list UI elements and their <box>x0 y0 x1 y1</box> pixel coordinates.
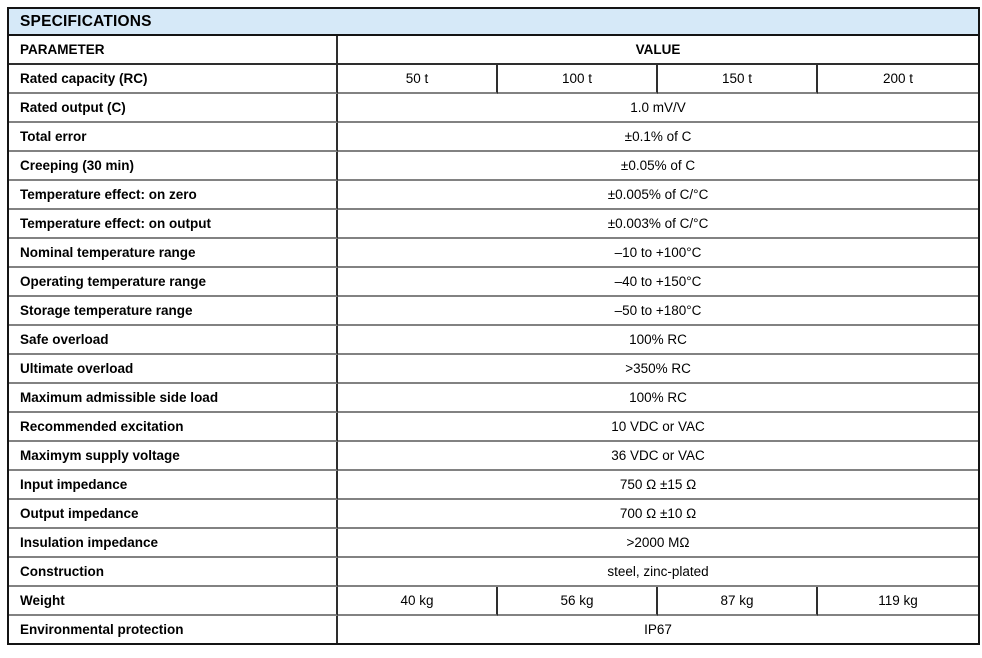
header-row <box>9 36 978 65</box>
parameter-cell: Maximum admissible side load <box>9 384 338 413</box>
parameter-cell: Storage temperature range <box>9 297 338 326</box>
table-row-rated-capacity <box>9 65 978 94</box>
table-row-insulation-impedance <box>9 529 978 558</box>
specifications-table <box>7 7 980 645</box>
table-row-input-impedance <box>9 471 978 500</box>
value-cell: 150 t <box>658 65 818 94</box>
parameter-cell: Environmental protection <box>9 616 338 643</box>
value-cell: 100% RC <box>338 326 978 355</box>
parameter-cell: Total error <box>9 123 338 152</box>
table-row-creeping <box>9 152 978 181</box>
parameter-cell: Rated output (C) <box>9 94 338 123</box>
parameter-cell: Insulation impedance <box>9 529 338 558</box>
parameter-cell: Operating temperature range <box>9 268 338 297</box>
parameter-cell: Safe overload <box>9 326 338 355</box>
parameter-cell: Ultimate overload <box>9 355 338 384</box>
value-cell: ±0.005% of C/°C <box>338 181 978 210</box>
table-row-operating-temp-range <box>9 268 978 297</box>
value-cell: –50 to +180°C <box>338 297 978 326</box>
value-cell: –40 to +150°C <box>338 268 978 297</box>
table-row-environmental-protection <box>9 616 978 643</box>
table-row-storage-temp-range <box>9 297 978 326</box>
parameter-cell: Construction <box>9 558 338 587</box>
table-title: SPECIFICATIONS <box>9 9 978 36</box>
parameter-column-header: PARAMETER <box>9 36 338 65</box>
parameter-cell: Maximym supply voltage <box>9 442 338 471</box>
table-row-rated-output <box>9 94 978 123</box>
parameter-cell: Recommended excitation <box>9 413 338 442</box>
parameter-cell: Nominal temperature range <box>9 239 338 268</box>
value-cell: 1.0 mV/V <box>338 94 978 123</box>
value-cell: 119 kg <box>818 587 978 616</box>
value-cell: 100% RC <box>338 384 978 413</box>
table-row-safe-overload <box>9 326 978 355</box>
value-cell: >350% RC <box>338 355 978 384</box>
value-cell: 56 kg <box>498 587 658 616</box>
table-row-temp-effect-output <box>9 210 978 239</box>
parameter-cell: Output impedance <box>9 500 338 529</box>
table-row-nominal-temp-range <box>9 239 978 268</box>
value-cell: ±0.003% of C/°C <box>338 210 978 239</box>
value-cell: 200 t <box>818 65 978 94</box>
value-cell: –10 to +100°C <box>338 239 978 268</box>
value-cell: >2000 MΩ <box>338 529 978 558</box>
table-row-output-impedance <box>9 500 978 529</box>
value-cell: 36 VDC or VAC <box>338 442 978 471</box>
parameter-cell: Rated capacity (RC) <box>9 65 338 94</box>
value-cell: 40 kg <box>338 587 498 616</box>
table-row-ultimate-overload <box>9 355 978 384</box>
value-cell: 50 t <box>338 65 498 94</box>
table-row-construction <box>9 558 978 587</box>
parameter-cell: Input impedance <box>9 471 338 500</box>
table-row-max-side-load <box>9 384 978 413</box>
value-cell: 100 t <box>498 65 658 94</box>
value-cell: IP67 <box>338 616 978 643</box>
parameter-cell: Temperature effect: on zero <box>9 181 338 210</box>
parameter-cell: Temperature effect: on output <box>9 210 338 239</box>
table-row-total-error <box>9 123 978 152</box>
value-cell: 10 VDC or VAC <box>338 413 978 442</box>
parameter-cell: Creeping (30 min) <box>9 152 338 181</box>
value-cell: 750 Ω ±15 Ω <box>338 471 978 500</box>
value-cell: 700 Ω ±10 Ω <box>338 500 978 529</box>
parameter-cell: Weight <box>9 587 338 616</box>
table-row-recommended-excitation <box>9 413 978 442</box>
table-row-weight <box>9 587 978 616</box>
value-column-header: VALUE <box>338 36 978 65</box>
title-row <box>9 9 978 36</box>
value-cell: 87 kg <box>658 587 818 616</box>
table-row-temp-effect-zero <box>9 181 978 210</box>
value-cell: steel, zinc-plated <box>338 558 978 587</box>
value-cell: ±0.05% of C <box>338 152 978 181</box>
table-row-max-supply-voltage <box>9 442 978 471</box>
value-cell: ±0.1% of C <box>338 123 978 152</box>
